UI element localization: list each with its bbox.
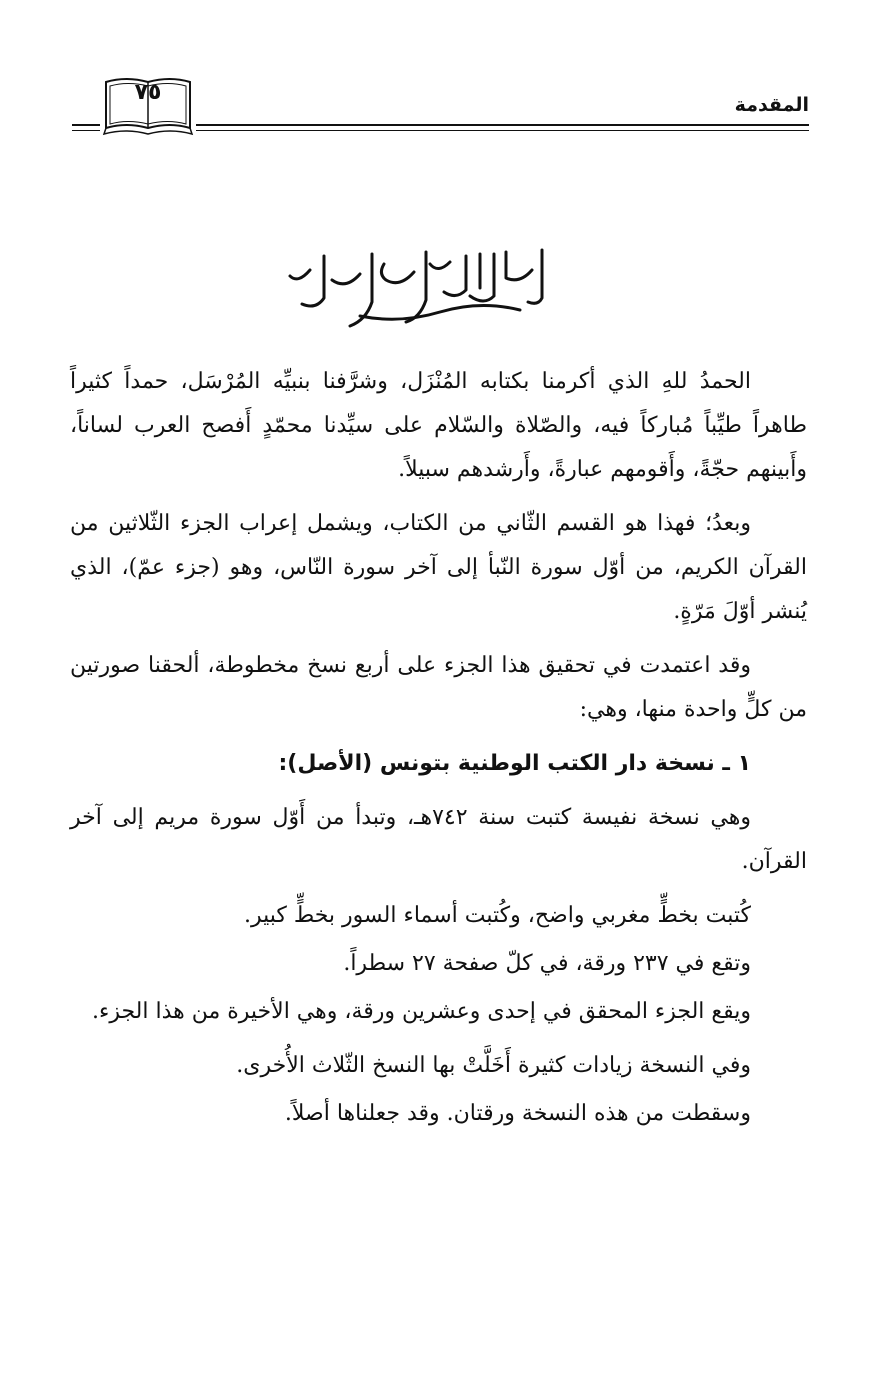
page-number-badge xyxy=(100,72,196,138)
paragraph: وفي النسخة زيادات كثيرة أَخَلَّتْ بها النسخ الثّلاث الأُخرى. xyxy=(236,1053,751,1078)
running-title: المقدمة xyxy=(734,94,809,116)
body-text xyxy=(70,360,807,1140)
paragraph: وسقطت من هذه النسخة ورقتان. وقد جعلناها أصلاً. xyxy=(284,1101,751,1126)
paragraph: وهي نسخة نفيسة كتبت سنة ٧٤٢هـ، وتبدأ من أَوّل سورة مريم إلى آخر القرآن. xyxy=(70,805,807,874)
paragraph: وتقع في ٢٣٧ ورقة، في كلّ صفحة ٢٧ سطراً. xyxy=(343,951,751,976)
paragraph: وبعدُ؛ فهذا هو القسم الثّاني من الكتاب، ويشمل إعراب الجزء الثّلاثين من القرآن الكريم، من أوّل سورة النّبأ إلى آخر سورة النّاس، وهو (جزء عمّ)، الذي يُنشر أوّلَ مَرّةٍ. xyxy=(70,511,807,624)
basmala-calligraphy xyxy=(280,240,560,336)
paragraph: ويقع الجزء المحقق في إحدى وعشرين ورقة، وهي الأخيرة من هذا الجزء. xyxy=(91,999,751,1024)
section-heading: ١ ـ نسخة دار الكتب الوطنية بتونس (الأصل): xyxy=(278,751,751,776)
page-number: ٧٥ xyxy=(134,80,162,105)
paragraph: كُتبت بخطٍّ مغربي واضح، وكُتبت أسماء السور بخطٍّ كبير. xyxy=(243,903,751,928)
paragraph: الحمدُ للهِ الذي أكرمنا بكتابه المُنْزَل، وشرَّفنا بنبيِّه المُرْسَل، حمداً كثيراً طاهراً طيِّباً مُباركاً فيه، والصّلاة والسّلام على سيِّدنا محمّدٍ أَفصح العرب لساناً، وأَبينهم حجّةً، وأَقومهم عبارةً، وأَرشدهم سبيلاً. xyxy=(70,369,807,482)
paragraph: وقد اعتمدت في تحقيق هذا الجزء على أربع نسخ مخطوطة، ألحقنا صورتين من كلٍّ واحدة منها، وهي: xyxy=(70,653,807,722)
